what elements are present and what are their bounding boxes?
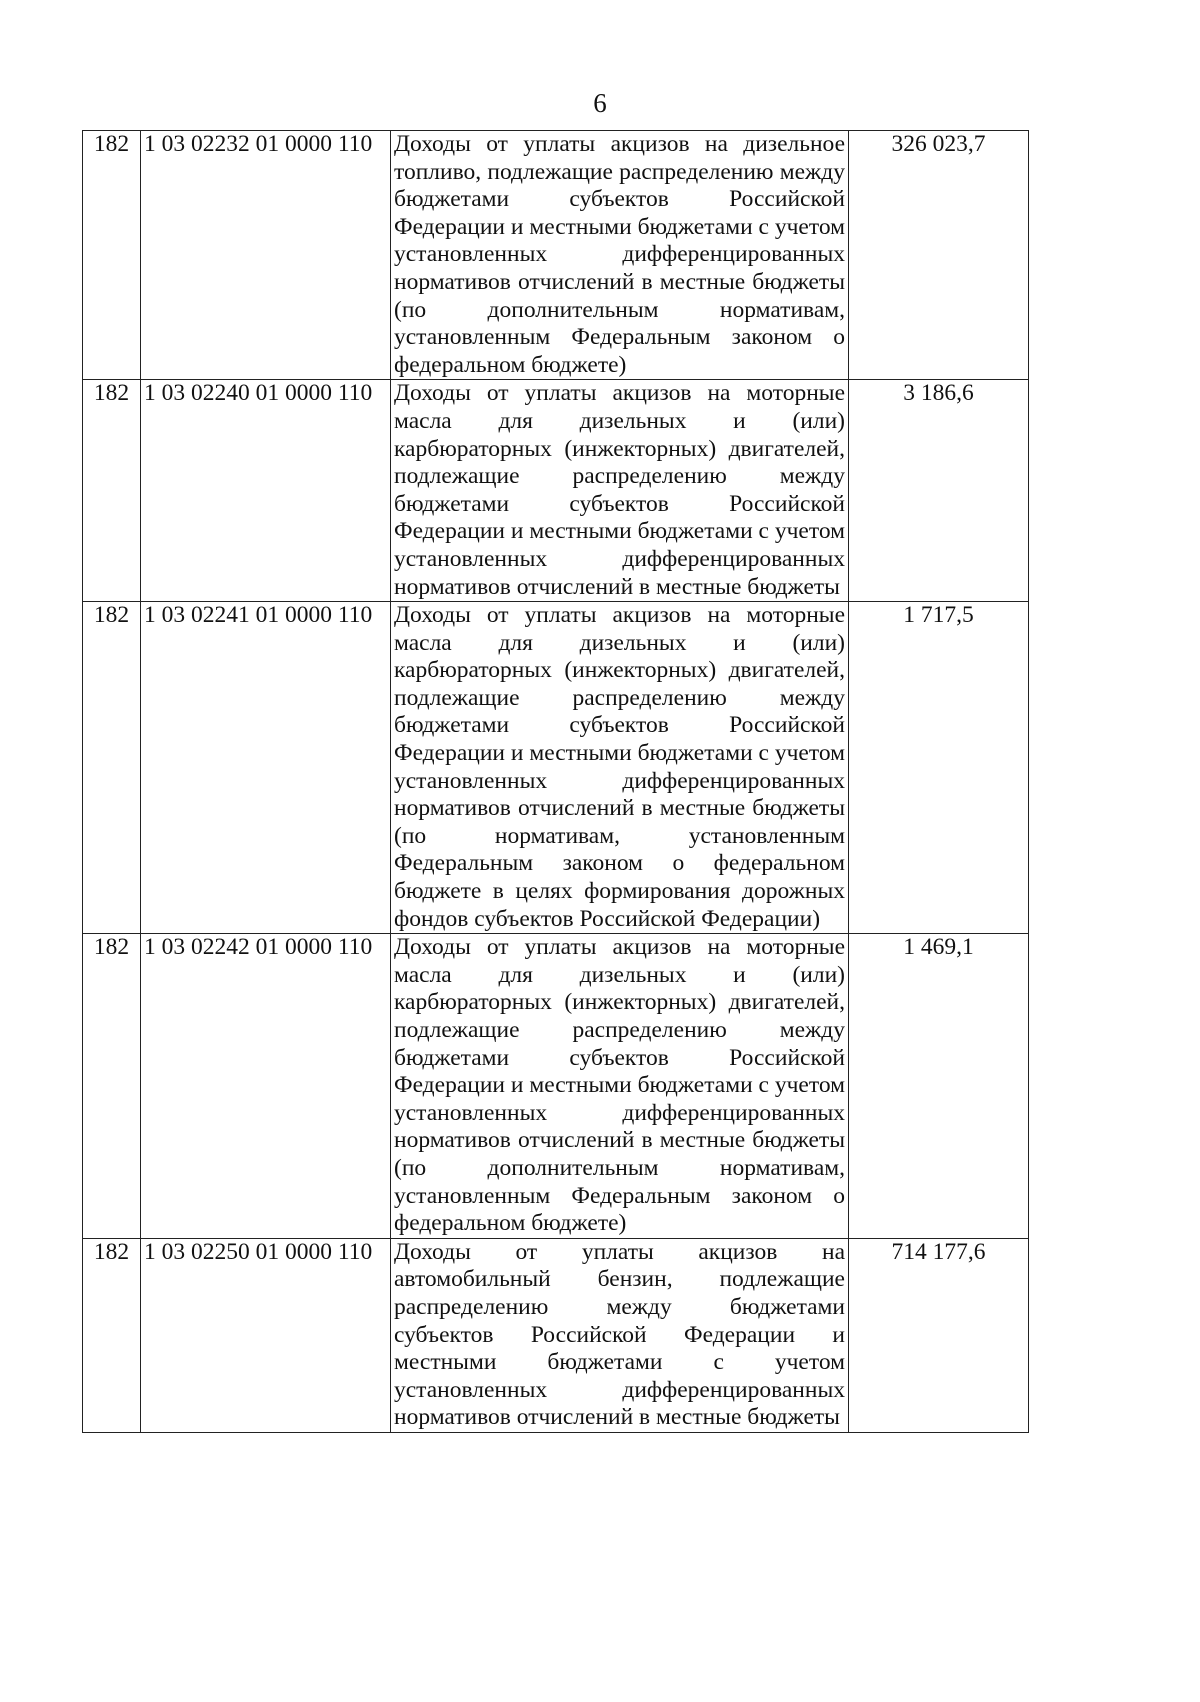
budget-code-cell: 1 03 02241 01 0000 110 xyxy=(141,602,391,934)
admin-code-cell: 182 xyxy=(83,131,141,380)
amount-cell: 1 717,5 xyxy=(849,602,1029,934)
description-cell: Доходы от уплаты акцизов на моторные масла для дизельных и (или) карбюраторных (инжекторных) двигателей, подлежащие распределению между бюджетами субъектов Российской Федерации и местными бюджетами с учетом установленных дифференцированных нормативов отчислений в местные бюджеты (по дополнительным нормативам, установленным Федеральным законом о федеральном бюджете) xyxy=(391,934,849,1239)
budget-code-cell: 1 03 02232 01 0000 110 xyxy=(141,131,391,380)
table-row xyxy=(83,380,1029,602)
admin-code-cell: 182 xyxy=(83,380,141,602)
amount-cell: 3 186,6 xyxy=(849,380,1029,602)
admin-code-cell: 182 xyxy=(83,602,141,934)
table-row xyxy=(83,934,1029,1239)
table-row xyxy=(83,131,1029,380)
table-row xyxy=(83,602,1029,934)
description-cell: Доходы от уплаты акцизов на дизельное топливо, подлежащие распределению между бюджетами субъектов Российской Федерации и местными бюджетами с учетом установленных дифференцированных нормативов отчислений в местные бюджеты (по дополнительным нормативам, установленным Федеральным законом о федеральном бюджете) xyxy=(391,131,849,380)
revenue-table xyxy=(82,130,1029,1433)
budget-code-cell: 1 03 02250 01 0000 110 xyxy=(141,1238,391,1432)
amount-cell: 714 177,6 xyxy=(849,1238,1029,1432)
description-cell: Доходы от уплаты акцизов на моторные масла для дизельных и (или) карбюраторных (инжекторных) двигателей, подлежащие распределению между бюджетами субъектов Российской Федерации и местными бюджетами с учетом установленных дифференцированных нормативов отчислений в местные бюджеты xyxy=(391,380,849,602)
description-cell: Доходы от уплаты акцизов на автомобильный бензин, подлежащие распределению между бюджетами субъектов Российской Федерации и местными бюджетами с учетом установленных дифференцированных нормативов отчислений в местные бюджеты xyxy=(391,1238,849,1432)
admin-code-cell: 182 xyxy=(83,1238,141,1432)
table-row xyxy=(83,1238,1029,1432)
page-number: 6 xyxy=(593,88,607,118)
amount-cell: 326 023,7 xyxy=(849,131,1029,380)
amount-cell: 1 469,1 xyxy=(849,934,1029,1239)
budget-code-cell: 1 03 02242 01 0000 110 xyxy=(141,934,391,1239)
admin-code-cell: 182 xyxy=(83,934,141,1239)
description-cell: Доходы от уплаты акцизов на моторные масла для дизельных и (или) карбюраторных (инжекторных) двигателей, подлежащие распределению между бюджетами субъектов Российской Федерации и местными бюджетами с учетом установленных дифференцированных нормативов отчислений в местные бюджеты (по нормативам, установленным Федеральным законом о федеральном бюджете в целях формирования дорожных фондов субъектов Российской Федерации) xyxy=(391,602,849,934)
budget-code-cell: 1 03 02240 01 0000 110 xyxy=(141,380,391,602)
